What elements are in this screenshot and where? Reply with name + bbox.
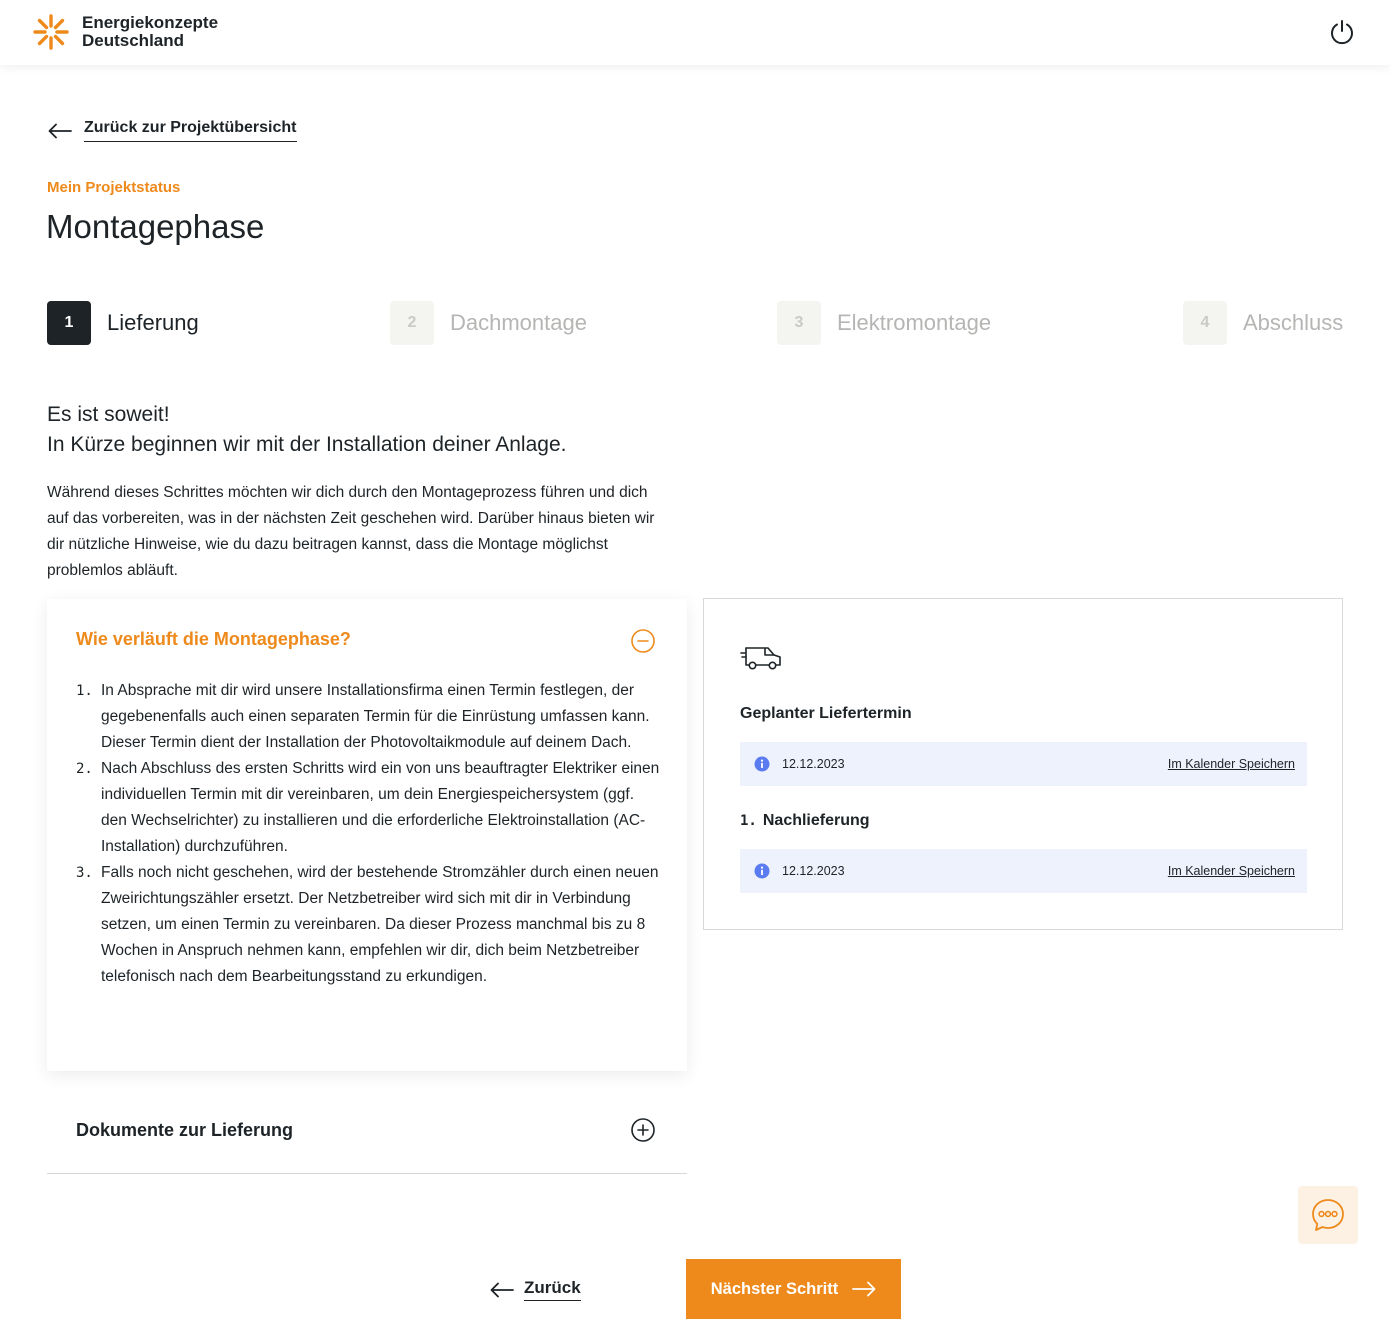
step-lieferung[interactable] — [47, 301, 199, 345]
followup-date: 12.12.2023 — [782, 864, 845, 878]
followup-delivery-heading — [740, 812, 870, 830]
chat-bubble-icon — [1310, 1197, 1346, 1233]
list-item: 3. Falls noch nicht geschehen, wird der bestehende Stromzähler durch einen neuen Zweirichtungszähler ersetzt. Der Netzbetreiber wird sich mit dir in Verbindung setzen, um einen Termin zu vereinbaren. Da dieser Prozess manchmal bis zu 8 Wochen in Anspruch nehmen kann, empfehlen wir dir, dich beim Netzbetreiber telefonisch nach dem Bearbeitungsstand zu erkundigen. — [76, 864, 659, 985]
plus-circle-icon[interactable] — [631, 1118, 655, 1142]
step-number: 2 — [390, 301, 434, 345]
next-step-label: Nächster Schritt — [710, 1279, 839, 1298]
followup-number: 1. — [740, 813, 757, 829]
arrow-left-icon — [490, 1282, 514, 1298]
page-eyebrow: Mein Projektstatus — [47, 179, 181, 196]
step-label: Lieferung — [107, 310, 199, 335]
intro-heading — [47, 400, 566, 460]
power-icon[interactable] — [1328, 18, 1356, 46]
save-to-calendar-link[interactable]: Im Kalender Speichern — [1167, 864, 1295, 878]
step-label: Elektromontage — [837, 310, 992, 335]
accordion-title[interactable]: Wie verläuft die Montagephase? — [76, 629, 351, 649]
montage-steps-list — [76, 678, 661, 990]
planned-date: 12.12.2023 — [782, 757, 845, 771]
info-icon — [754, 756, 770, 772]
next-step-button[interactable] — [686, 1259, 901, 1319]
arrow-right-icon — [852, 1281, 876, 1297]
followup-date-row — [740, 849, 1307, 893]
arrow-left-icon — [48, 123, 72, 139]
step-number: 4 — [1183, 301, 1227, 345]
list-item: 2. Nach Abschluss des ersten Schritts wird ein von uns beauftragter Elektriker einen individuellen Termin mit dir vereinbaren, um dein Energiespeichersystem (ggf. den Wechselrichter) zu installieren und die erforderliche Elektroinstallation (AC-Installation) durchzuführen. — [76, 760, 660, 855]
step-number: 3 — [777, 301, 821, 345]
minus-circle-icon[interactable] — [631, 629, 655, 653]
step-label: Dachmontage — [450, 310, 587, 335]
accordion-montagephase — [47, 599, 687, 1071]
step-dachmontage[interactable] — [390, 301, 587, 345]
back-button[interactable] — [490, 1278, 581, 1301]
step-abschluss[interactable] — [1183, 301, 1343, 345]
back-button-label: Zurück — [524, 1278, 581, 1301]
sun-logo-icon — [31, 12, 71, 52]
logo-line-1: Energiekonzepte — [82, 13, 219, 32]
intro-heading-line-2: In Kürze beginnen wir mit der Installation deiner Anlage. — [47, 433, 567, 456]
planned-date-row — [740, 742, 1307, 786]
step-label: Abschluss — [1243, 310, 1344, 335]
accordion-title: Dokumente zur Lieferung — [76, 1120, 294, 1140]
info-icon — [754, 863, 770, 879]
logo-text — [82, 14, 218, 50]
accordion-dokumente[interactable] — [47, 1087, 687, 1174]
followup-label: Nachlieferung — [762, 812, 870, 829]
top-bar — [0, 0, 1390, 65]
intro-heading-line-1: Es ist soweit! — [47, 403, 170, 426]
step-elektromontage[interactable] — [777, 301, 991, 345]
page-title: Montagephase — [46, 208, 265, 245]
company-logo[interactable] — [31, 12, 218, 52]
planned-delivery-heading: Geplanter Liefertermin — [740, 705, 912, 722]
progress-stepper — [0, 301, 1390, 345]
save-to-calendar-link[interactable]: Im Kalender Speichern — [1167, 757, 1295, 771]
logo-line-2: Deutschland — [82, 31, 185, 50]
chat-button[interactable] — [1298, 1186, 1358, 1244]
step-number: 1 — [47, 301, 91, 345]
delivery-card — [703, 598, 1343, 930]
list-item: 1. In Absprache mit dir wird unsere Installationsfirma einen Termin festlegen, der gegebenenfalls auch einen separaten Termin für die Einrüstung umfassen kann. Dieser Termin dient der Installation der Photovoltaikmodule auf deinem Dach. — [76, 682, 650, 751]
back-to-overview-link[interactable] — [48, 119, 297, 142]
intro-paragraph: Während dieses Schrittes möchten wir dich durch den Montageprozess führen und dich auf das vorbereiten, was in der nächsten Zeit geschehen wird. Darüber hinaus bieten wir dir nützliche Hinweise, wie du dazu beitragen kannst, dass die Montage möglichst problemlos abläuft. — [47, 484, 655, 579]
delivery-truck-icon — [740, 642, 784, 672]
back-to-overview-label: Zurück zur Projektübersicht — [84, 119, 297, 142]
